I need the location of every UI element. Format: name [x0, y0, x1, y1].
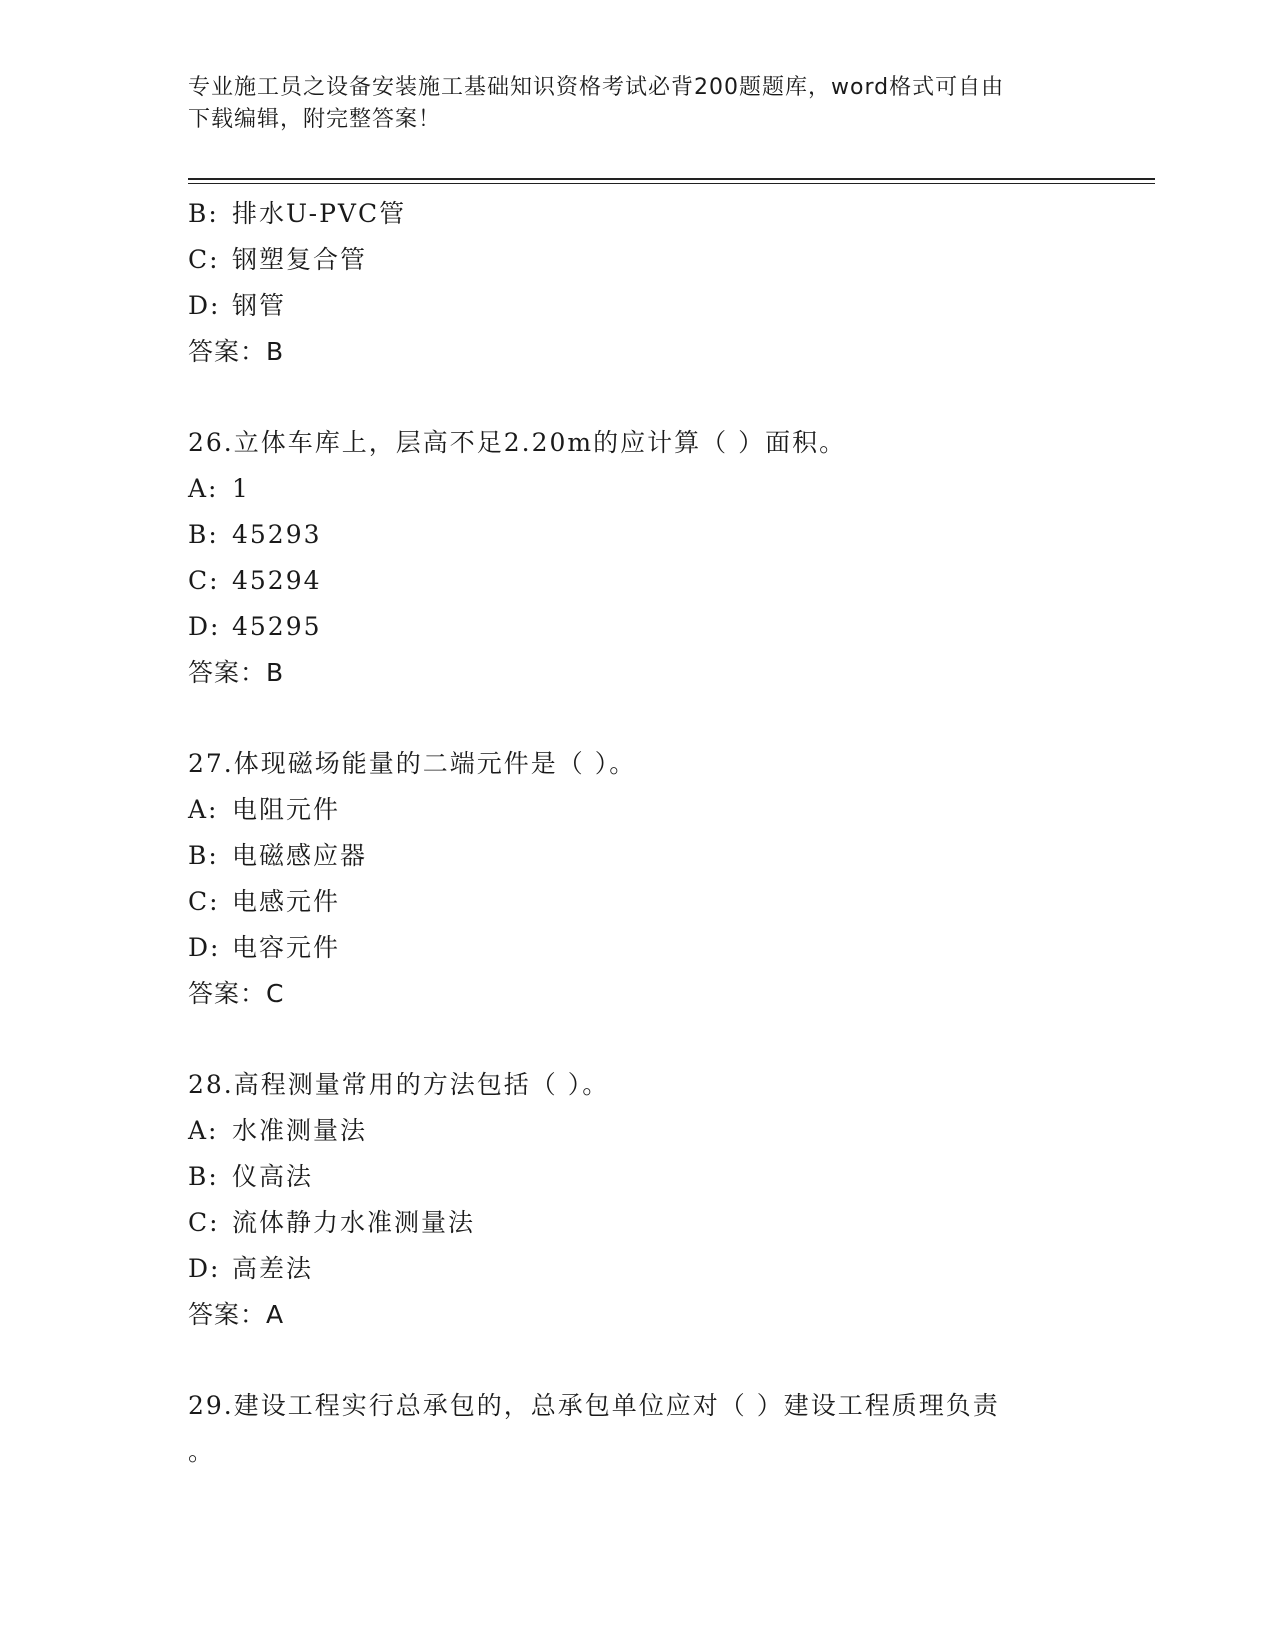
- option-label: D:: [188, 612, 221, 641]
- option-label: C:: [188, 245, 220, 274]
- option-label: C:: [188, 887, 220, 916]
- option-label: A:: [188, 1116, 219, 1145]
- option-text: 1: [232, 474, 250, 503]
- option-text: 45295: [232, 612, 322, 641]
- document-header: [188, 72, 1068, 136]
- question-text: 27.体现磁场能量的二端元件是（ ）。: [188, 749, 637, 778]
- option-label: B:: [188, 199, 219, 228]
- option-label: C:: [188, 1208, 220, 1237]
- option-d: [188, 1246, 1068, 1292]
- option-label: A:: [188, 474, 219, 503]
- header-title-line1: 专业施工员之设备安装施工基础知识资格考试必背200题题库，word格式可自由: [188, 75, 1005, 100]
- option-b: [188, 191, 1068, 237]
- question-27: [188, 741, 1068, 1017]
- option-text: 电磁感应器: [232, 841, 368, 870]
- option-c: [188, 558, 1068, 604]
- answer: 答案：B: [188, 658, 285, 687]
- option-label: B:: [188, 841, 219, 870]
- option-text: 钢塑复合管: [232, 245, 368, 274]
- option-label: B:: [188, 1162, 219, 1191]
- option-label: C:: [188, 566, 220, 595]
- option-text: 电感元件: [232, 887, 341, 916]
- option-label: B:: [188, 520, 219, 549]
- option-d: [188, 925, 1068, 971]
- option-text: 电容元件: [232, 933, 341, 962]
- header-title-line2: 下载编辑，附完整答案！: [188, 107, 442, 132]
- option-label: A:: [188, 795, 219, 824]
- option-a: [188, 466, 1068, 512]
- question-25: [188, 191, 1068, 375]
- option-text: 排水U-PVC管: [232, 199, 407, 228]
- question-29: [188, 1383, 1068, 1475]
- option-d: [188, 283, 1068, 329]
- question-text-line2: 。: [188, 1437, 216, 1466]
- header-divider-thin: [188, 183, 1155, 184]
- question-text: 26.立体车库上，层高不足2.20m的应计算（ ）面积。: [188, 428, 847, 457]
- option-text: 仪高法: [232, 1162, 314, 1191]
- option-b: [188, 512, 1068, 558]
- option-d: [188, 604, 1068, 650]
- option-label: D:: [188, 291, 221, 320]
- option-label: D:: [188, 1254, 221, 1283]
- option-c: [188, 879, 1068, 925]
- option-label: D:: [188, 933, 221, 962]
- option-b: [188, 1154, 1068, 1200]
- option-text: 45294: [232, 566, 322, 595]
- answer: 答案：B: [188, 337, 285, 366]
- option-a: [188, 787, 1068, 833]
- option-text: 45293: [232, 520, 322, 549]
- option-c: [188, 237, 1068, 283]
- option-text: 钢管: [232, 291, 287, 320]
- option-c: [188, 1200, 1068, 1246]
- option-text: 高差法: [232, 1254, 314, 1283]
- question-26: [188, 420, 1068, 696]
- question-text-line1: 29.建设工程实行总承包的，总承包单位应对（ ）建设工程质理负责: [188, 1391, 1000, 1420]
- question-text: 28.高程测量常用的方法包括（ ）。: [188, 1070, 610, 1099]
- option-text: 电阻元件: [232, 795, 341, 824]
- option-a: [188, 1108, 1068, 1154]
- question-28: [188, 1062, 1068, 1338]
- header-divider-thick: [188, 178, 1155, 180]
- answer: 答案：A: [188, 1300, 285, 1329]
- question-list: [188, 191, 1068, 1475]
- option-text: 水准测量法: [232, 1116, 368, 1145]
- option-b: [188, 833, 1068, 879]
- option-text: 流体静力水准测量法: [232, 1208, 476, 1237]
- answer: 答案：C: [188, 979, 285, 1008]
